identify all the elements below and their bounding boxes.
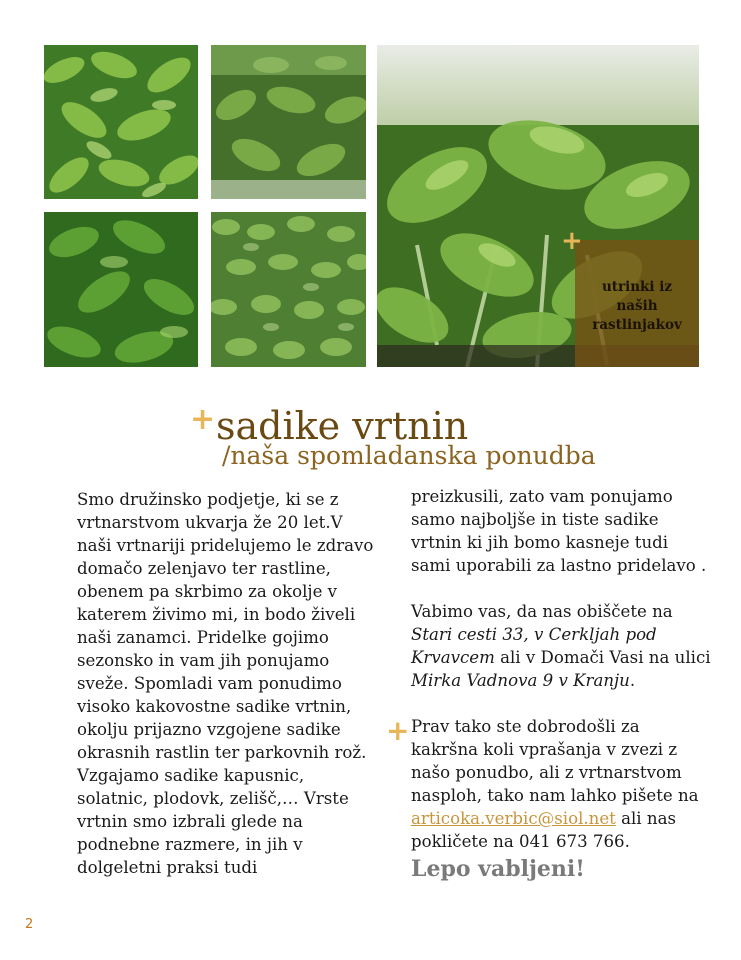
address-cerklje: Stari cesti 33, v Cerkljah pod Krvavcem	[411, 625, 657, 667]
photo-herb-seedlings	[44, 45, 198, 199]
caption-line: utrinki iz	[601, 279, 673, 295]
caption-line: naših	[616, 298, 658, 314]
visit-text: Vabimo vas, da nas obiščete na	[411, 602, 673, 621]
photo-seedling-tray	[211, 212, 366, 367]
closing-text: Lepo vabljeni!	[411, 856, 585, 882]
visit-text: ali v Domači Vasi na ulici	[494, 648, 711, 667]
plus-icon: +	[561, 226, 583, 256]
body-paragraph: preizkusili, zato vam ponujamo samo najboljše in tiste sadike vrtnin ki jih bomo kasneje tudi sami uporabili za lastno pridelavo .	[411, 487, 707, 575]
caption-line: rastlinjakov	[592, 317, 682, 333]
photo-spinach-seedlings	[44, 212, 198, 367]
caption-box	[575, 240, 699, 367]
photo-lettuce-seedlings	[211, 45, 366, 199]
plus-icon: +	[386, 714, 410, 747]
page-title: sadike vrtnin	[216, 404, 469, 448]
address-kranj: Mirka Vadnova 9 v Kranju	[411, 671, 630, 690]
text-column-left	[77, 488, 377, 879]
contact-paragraph	[411, 715, 711, 853]
period: .	[629, 671, 636, 690]
caption-text	[587, 278, 687, 335]
visit-paragraph	[411, 600, 711, 692]
plus-icon: +	[190, 402, 216, 437]
body-paragraph: Smo družinsko podjetje, ki se z vrtnarstvom ukvarja že 20 let.V naši vrtnariji pridelujemo le zdravo domačo zelenjavo ter rastline, obenem pa skrbimo za okolje v katerem živimo mi, in bodo živeli naši zanamci. Pridelke gojimo sezonsko in vam jih ponujamo sveže. Spomladi vam ponudimo visoko kakovostne sadike vrtnin, okolju prijazno vzgojene sadike okrasnih rastlin ter parkovnih rož. Vzgajamo sadike kapusnic, solatnic, plodovk, zelišč,… Vrste vrtnin smo izbrali glede na podnebne razmere, in jih v dolgeletni praksi tudi	[77, 490, 374, 877]
contact-text: Prav tako ste dobrodošli za kakršna koli vprašanja v zvezi z našo ponudbo, ali z vrtnarstvom nasploh, tako nam lahko pišete na	[411, 717, 699, 805]
contact-text: ali nas pokličete na 041 673 766.	[411, 809, 676, 851]
text-column-right	[411, 485, 711, 884]
email-link[interactable]: articoka.verbic@siol.net	[411, 809, 616, 828]
page-subtitle: /naša spomladanska ponudba	[222, 441, 596, 470]
page-number: 2	[25, 917, 34, 932]
